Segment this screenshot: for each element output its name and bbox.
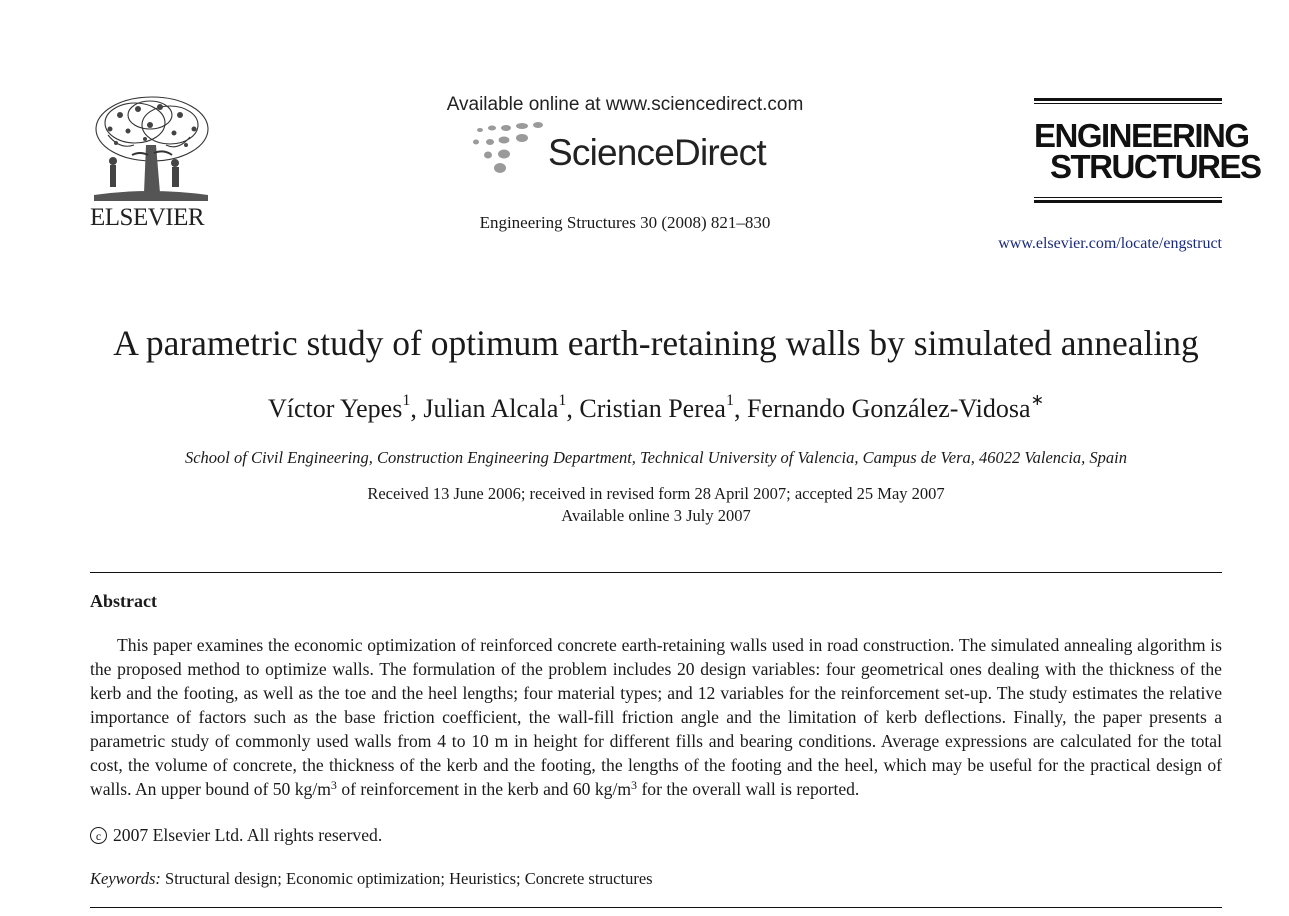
author-mark[interactable]: 1 (402, 392, 411, 409)
abstract-heading: Abstract (90, 591, 157, 611)
author-mark[interactable]: 1 (725, 392, 734, 409)
author-name[interactable]: Víctor Yepes (268, 394, 403, 423)
abstract-text-part: of reinforcement in the kerb and 60 kg/m (336, 779, 632, 799)
sciencedirect-dots-icon (468, 120, 548, 178)
author-list (60, 394, 1252, 424)
abstract-body (90, 633, 1222, 801)
copyright-line (90, 825, 382, 846)
journal-logo-rule (1034, 197, 1222, 198)
journal-name-line2: STRUCTURES (1050, 148, 1261, 186)
abstract-text-part: for the overall wall is reported. (637, 779, 860, 799)
affiliation: School of Civil Engineering, Construction Engineering Department, Technical University of Valencia, Campus de Vera, 46022 Valencia, Spain (184, 448, 1128, 467)
sciencedirect-logo (468, 120, 788, 178)
corresponding-author-mark[interactable]: ∗ (1030, 392, 1044, 409)
keywords-bottom-rule (90, 907, 1222, 908)
journal-url-link[interactable]: www.elsevier.com/locate/engstruct (998, 235, 1222, 252)
journal-name (1034, 104, 1261, 195)
author-separator: , (410, 394, 424, 423)
author-mark[interactable]: 1 (558, 392, 567, 409)
journal-citation: Engineering Structures 30 (2008) 821–830 (479, 213, 771, 232)
author-separator: , (733, 394, 747, 423)
abstract-superscript: 3 (330, 778, 337, 792)
keywords-label: Keywords: (90, 869, 161, 888)
sciencedirect-wordmark: ScienceDirect (548, 132, 766, 173)
copyright-text: 2007 Elsevier Ltd. All rights reserved. (113, 825, 383, 845)
keywords-line (90, 869, 653, 889)
journal-logo-rule (1034, 98, 1222, 101)
available-date: Available online 3 July 2007 (561, 506, 751, 525)
author-name[interactable]: Julian Alcala (423, 394, 559, 423)
elsevier-tree-icon (90, 95, 212, 203)
author-separator: , (566, 394, 580, 423)
keywords-list: Structural design; Economic optimization; Heuristics; Concrete structures (165, 869, 653, 888)
received-dates: Received 13 June 2006; received in revised form 28 April 2007; accepted 25 May 2007 (367, 484, 945, 503)
available-online-text: Available online at www.sciencedirect.com (446, 94, 804, 115)
article-title: A parametric study of optimum earth-retaining walls by simulated annealing (113, 323, 1199, 363)
journal-logo (1034, 98, 1261, 203)
author-name[interactable]: Cristian Perea (579, 394, 726, 423)
author-name[interactable]: Fernando González-Vidosa (746, 394, 1031, 423)
abstract-text-part: This paper examines the economic optimization of reinforced concrete earth-retaining walls used in road construction. The simulated annealing algorithm is the proposed method to optimize walls. The formulation of the problem includes 20 design variables: four geometrical ones dealing with the thickness of the kerb and the footing, as well as the toe and the heel lengths; four material types; and 12 variables for the reinforcement set-up. The study estimates the relative importance of factors such as the base friction coefficient, the wall-fill friction angle and the limitation of kerb deflections. Finally, the paper presents a parametric study of commonly used walls from 4 to 10 m in height for different fills and bearing conditions. Average expressions are calculated for the total cost, the volume of concrete, the thickness of the kerb and the footing, the lengths of the footing and the heel, which may be useful for the practical design of walls. An upper bound of 50 kg/m (90, 635, 1222, 799)
publisher-wordmark: ELSEVIER (90, 204, 205, 231)
copyright-icon: c (90, 827, 107, 844)
article-dates (60, 483, 1252, 527)
journal-name-line1: ENGINEERING (1034, 117, 1249, 154)
abstract-top-rule (90, 572, 1222, 573)
journal-logo-rule (1034, 200, 1222, 203)
elsevier-logo (90, 95, 214, 230)
abstract-superscript: 3 (631, 778, 638, 792)
